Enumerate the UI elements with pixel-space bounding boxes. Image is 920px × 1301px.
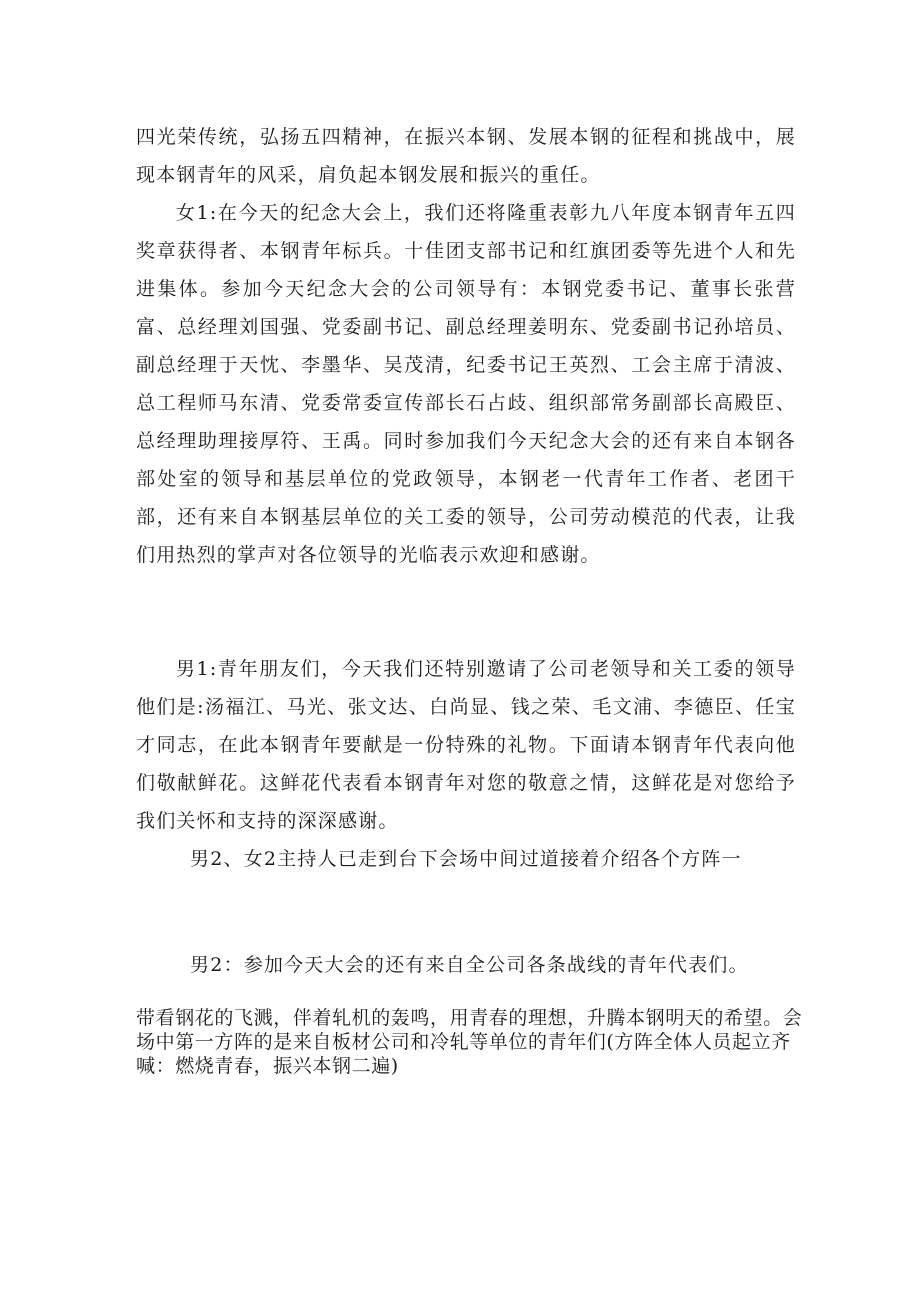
paragraph-first-formation: 带看钢花的飞溅，伴着轧机的轰鸣，用青春的理想，升腾本钢明天的希望。会场中第一方阵的是来自板材公司和冷轧等单位的青年们(方阵全体人员起立齐喊：燃烧青春，振兴本钢二遍) [136, 1007, 803, 1077]
stage-direction-hosts: 男2、女2主持人已走到台下会场中间过道接着介绍各个方阵一 [190, 848, 742, 870]
paragraph-male-host-2: 男2：参加今天大会的还有来自全公司各条战线的青年代表们。 [190, 954, 749, 976]
paragraph-male-host-1: 男1:青年朋友们，今天我们还特别邀请了公司老领导和关工委的领导他们是:汤福江、马光、张文达、白尚显、钱之荣、毛文浦、李德臣、任宝才同志，在此本钢青年要献是一份特殊的礼物。下面请本钢青年代表向他们敬献鲜花。这鲜花代表看本钢青年对您的敬意之情，这鲜花是对您给予我们关怀和支持的深深感谢。 [136, 658, 796, 832]
paragraph-intro-continuation: 四光荣传统，弘扬五四精神，在振兴本钢、发展本钢的征程和挑战中，展现本钢青年的风采，肩负起本钢发展和振兴的重任。 [136, 126, 796, 186]
paragraph-female-host-1: 女1:在今天的纪念大会上，我们还将隆重表彰九八年度本钢青年五四奖章获得者、本钢青年标兵。十佳团支部书记和红旗团委等先进个人和先进集体。参加今天纪念大会的公司领导有：本钢党委书记、董事长张营富、总经理刘国强、党委副书记、副总经理姜明东、党委副书记孙培员、副总经理于天忱、李墨华、吴茂清，纪委书记王英烈、工会主席于清波、总工程师马东清、党委常委宣传部长石占歧、组织部常务副部长高殿臣、总经理助理接厚符、王禹。同时参加我们今天纪念大会的还有来自本钢各部处室的领导和基层单位的党政领导，本钢老一代青年工作者、老团干部，还有来自本钢基层单位的关工委的领导，公司劳动模范的代表，让我们用热烈的掌声对各位领导的光临表示欢迎和感谢。 [136, 202, 796, 566]
